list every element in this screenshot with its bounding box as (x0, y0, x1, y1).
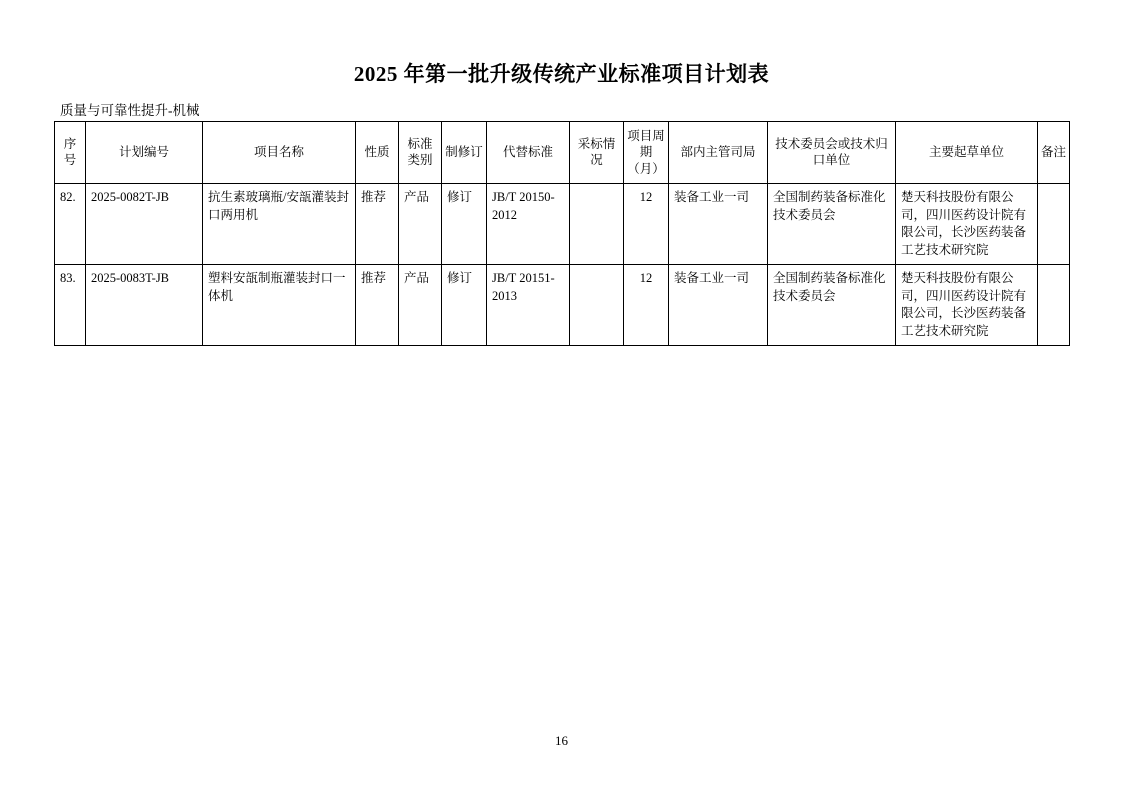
cell-bureau: 装备工业一司 (669, 264, 768, 345)
section-label: 质量与可靠性提升-机械 (60, 103, 200, 118)
col-header-remark: 备注 (1038, 122, 1070, 184)
cell-period: 12 (624, 264, 669, 345)
cell-replaces: JB/T 20151-2013 (487, 264, 570, 345)
cell-drafters: 楚天科技股份有限公司，四川医药设计院有限公司，长沙医药装备工艺技术研究院 (896, 183, 1038, 264)
cell-name: 塑料安瓿制瓶灌装封口一体机 (203, 264, 356, 345)
cell-remark (1038, 264, 1070, 345)
cell-adoption (570, 264, 624, 345)
col-header-index: 序号 (55, 122, 86, 184)
col-header-type: 标准类别 (399, 122, 442, 184)
col-header-replaces: 代替标准 (487, 122, 570, 184)
cell-replaces: JB/T 20150-2012 (487, 183, 570, 264)
plan-table (54, 121, 1070, 346)
cell-plan-no: 2025-0083T-JB (86, 264, 203, 345)
cell-period: 12 (624, 183, 669, 264)
table-row (55, 183, 1070, 264)
col-header-period: 项目周期（月） (624, 122, 669, 184)
cell-index: 83. (55, 264, 86, 345)
page-title: 2025 年第一批升级传统产业标准项目计划表 (353, 62, 770, 86)
cell-remark (1038, 183, 1070, 264)
col-header-revision: 制修订 (442, 122, 487, 184)
col-header-adoption: 采标情况 (570, 122, 624, 184)
table-row (55, 264, 1070, 345)
col-header-bureau: 部内主管司局 (669, 122, 768, 184)
cell-type: 产品 (399, 183, 442, 264)
cell-adoption (570, 183, 624, 264)
table-header-row (55, 122, 1070, 184)
col-header-name: 项目名称 (203, 122, 356, 184)
page-number: 16 (555, 733, 568, 748)
cell-revision: 修订 (442, 183, 487, 264)
cell-type: 产品 (399, 264, 442, 345)
cell-name: 抗生素玻璃瓶/安瓿灌装封口两用机 (203, 183, 356, 264)
col-header-drafters: 主要起草单位 (896, 122, 1038, 184)
cell-nature: 推荐 (356, 183, 399, 264)
cell-plan-no: 2025-0082T-JB (86, 183, 203, 264)
cell-bureau: 装备工业一司 (669, 183, 768, 264)
col-header-committee: 技术委员会或技术归口单位 (768, 122, 896, 184)
cell-drafters: 楚天科技股份有限公司，四川医药设计院有限公司，长沙医药装备工艺技术研究院 (896, 264, 1038, 345)
cell-nature: 推荐 (356, 264, 399, 345)
col-header-plan-no: 计划编号 (86, 122, 203, 184)
col-header-nature: 性质 (356, 122, 399, 184)
cell-index: 82. (55, 183, 86, 264)
cell-revision: 修订 (442, 264, 487, 345)
cell-committee: 全国制药装备标准化技术委员会 (768, 264, 896, 345)
cell-committee: 全国制药装备标准化技术委员会 (768, 183, 896, 264)
